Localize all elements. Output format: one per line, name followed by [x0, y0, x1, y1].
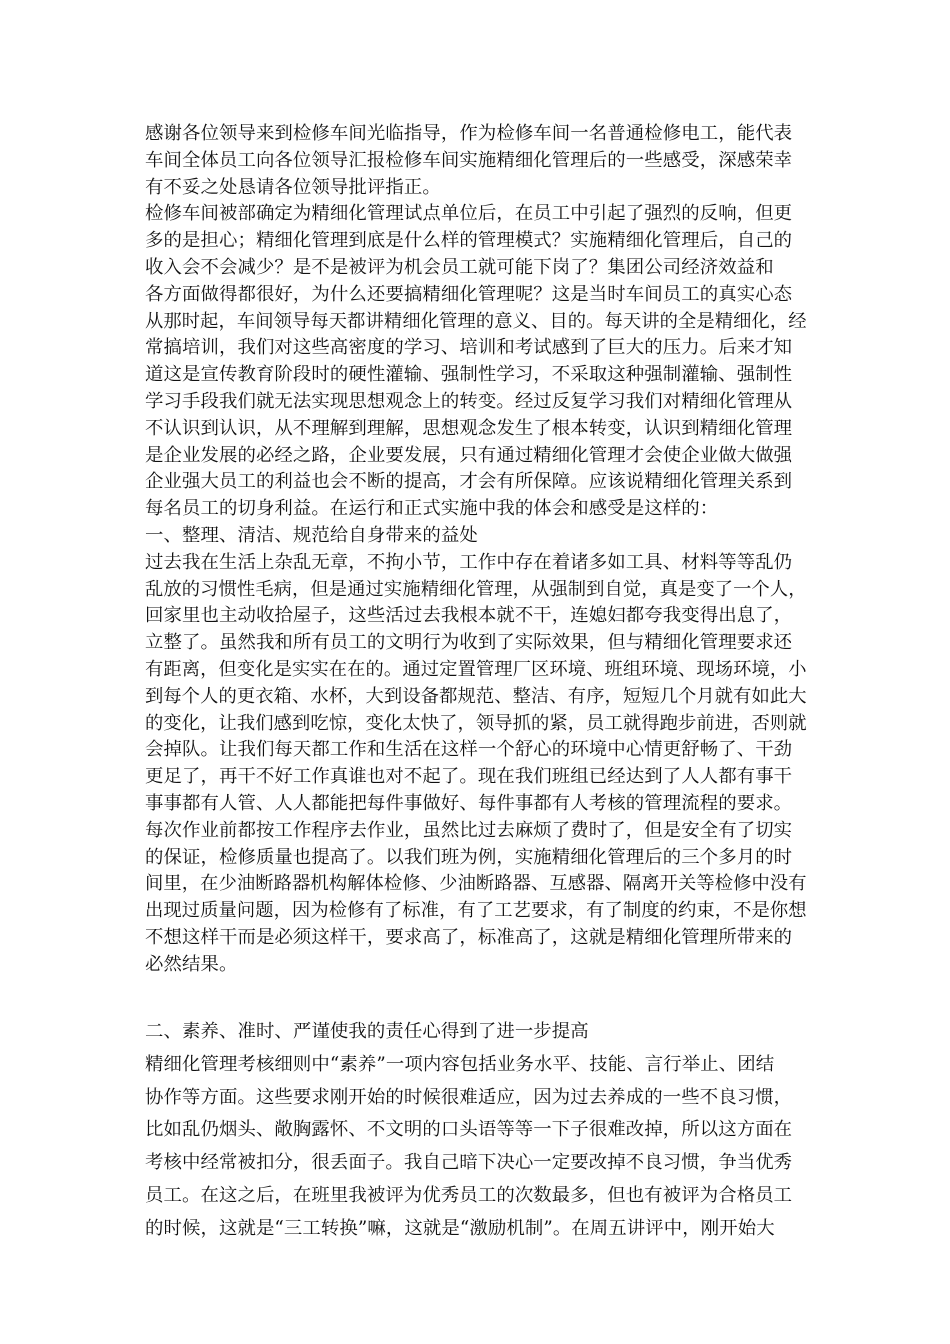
upper-text-line: 有不妥之处恳请各位领导批评指正。 — [145, 176, 441, 198]
upper-text-line: 会掉队。让我们每天都工作和生活在这样一个舒心的环境中心情更舒畅了、干劲 — [145, 739, 793, 761]
upper-text-line: 立整了。虽然我和所有员工的文明行为收到了实际效果，但与精细化管理要求还 — [145, 632, 793, 654]
upper-text-line: 是企业发展的必经之路，企业要发展，只有通过精细化管理才会使企业做大做强 — [145, 444, 793, 466]
upper-text-line: 事事都有人管、人人都能把每件事做好、每件事都有人考核的管理流程的要求。 — [145, 792, 793, 814]
upper-text-line: 不认识到认识，从不理解到理解，思想观念发生了根本转变，认识到精细化管理 — [145, 417, 793, 439]
lower-text-line: 精细化管理考核细则中“素养”一项内容包括业务水平、技能、言行举止、团结 — [145, 1053, 775, 1075]
upper-text-line: 一、整理、清洁、规范给自身带来的益处 — [145, 524, 478, 546]
upper-text-line: 更足了，再干不好工作真谁也对不起了。现在我们班组已经达到了人人都有事干 — [145, 766, 793, 788]
upper-text-line: 从那时起，车间领导每天都讲精细化管理的意义、目的。每天讲的全是精细化，经 — [145, 310, 807, 332]
upper-text-line: 间里，在少油断路器机构解体检修、少油断路器、互感器、隔离开关等检修中没有 — [145, 873, 807, 895]
upper-text-line: 常搞培训，我们对这些高密度的学习、培训和考试感到了巨大的压力。后来才知 — [145, 337, 793, 359]
upper-text-line: 多的是担心；精细化管理到底是什么样的管理模式？实施精细化管理后，自己的 — [145, 230, 793, 252]
lower-text-line: 的时候，这就是“三工转换”嘛，这就是“激励机制”。在周五讲评中，刚开始大 — [145, 1217, 775, 1239]
lower-text-line: 协作等方面。这些要求刚开始的时候很难适应，因为过去养成的一些不良习惯， — [145, 1086, 793, 1108]
upper-text-line: 到每个人的更衣箱、水杯，大到设备都规范、整洁、有序，短短几个月就有如此大 — [145, 685, 807, 707]
upper-text-line: 必然结果。 — [145, 953, 238, 975]
body-text-upper — [145, 121, 807, 979]
upper-text-line: 学习手段我们就无法实现思想观念上的转变。经过反复学习我们对精细化管理从 — [145, 390, 793, 412]
upper-text-line: 道这是宣传教育阶段时的硬性灌输、强制性学习，不采取这种强制灌输、强制性 — [145, 364, 793, 386]
upper-text-line: 有距离，但变化是实实在在的。通过定置管理厂区环境、班组环境、现场环境，小 — [145, 658, 807, 680]
upper-text-line: 不想这样干而是必须这样干，要求高了，标准高了，这就是精细化管理所带来的 — [145, 926, 793, 948]
upper-text-line: 每次作业前都按工作程序去作业，虽然比过去麻烦了费时了，但是安全有了切实 — [145, 819, 793, 841]
upper-text-line: 感谢各位领导来到检修车间光临指导，作为检修车间一名普通检修电工，能代表 — [145, 123, 793, 144]
upper-text-line: 检修车间被部确定为精细化管理试点单位后，在员工中引起了强烈的反响，但更 — [145, 203, 793, 225]
upper-text-line: 的变化，让我们感到吃惊，变化太快了，领导抓的紧，员工就得跑步前进，否则就 — [145, 712, 807, 734]
upper-text-line: 每名员工的切身利益。在运行和正式实施中我的体会和感受是这样的： — [145, 498, 719, 520]
upper-text-line: 收入会不会减少？是不是被评为机会员工就可能下岗了？集团公司经济效益和 — [145, 256, 774, 278]
upper-text-line: 回家里也主动收拾屋子，这些活过去我根本就不干，连媳妇都夸我变得出息了， — [145, 605, 793, 627]
lower-text-line: 考核中经常被扣分，很丢面子。我自己暗下决心一定要改掉不良习惯，争当优秀 — [145, 1152, 793, 1174]
lower-text-line: 比如乱仍烟头、敞胸露怀、不文明的口头语等等一下子很难改掉，所以这方面在 — [145, 1119, 793, 1141]
upper-text-line: 乱放的习惯性毛病，但是通过实施精细化管理，从强制到自觉，真是变了一个人， — [145, 578, 807, 600]
lower-text-line: 员工。在这之后，在班里我被评为优秀员工的次数最多，但也有被评为合格员工 — [145, 1184, 793, 1206]
upper-text-line: 过去我在生活上杂乱无章，不拘小节，工作中存在着诸多如工具、材料等等乱仍 — [145, 551, 793, 573]
upper-text-line: 车间全体员工向各位领导汇报检修车间实施精细化管理后的一些感受，深感荣幸 — [145, 149, 793, 171]
upper-text-line: 的保证，检修质量也提高了。以我们班为例，实施精细化管理后的三个多月的时 — [145, 846, 793, 868]
upper-text-line: 企业强大员工的利益也会不断的提高，才会有所保障。应该说精细化管理关系到 — [145, 471, 793, 493]
body-text-lower — [145, 1016, 807, 1246]
lower-text-line: 二、素养、准时、严谨使我的责任心得到了进一步提高 — [145, 1021, 589, 1042]
upper-text-line: 出现过质量问题，因为检修有了标准，有了工艺要求，有了制度的约束，不是你想 — [145, 900, 807, 922]
upper-text-line: 各方面做得都很好，为什么还要搞精细化管理呢？这是当时车间员工的真实心态 — [145, 283, 793, 305]
